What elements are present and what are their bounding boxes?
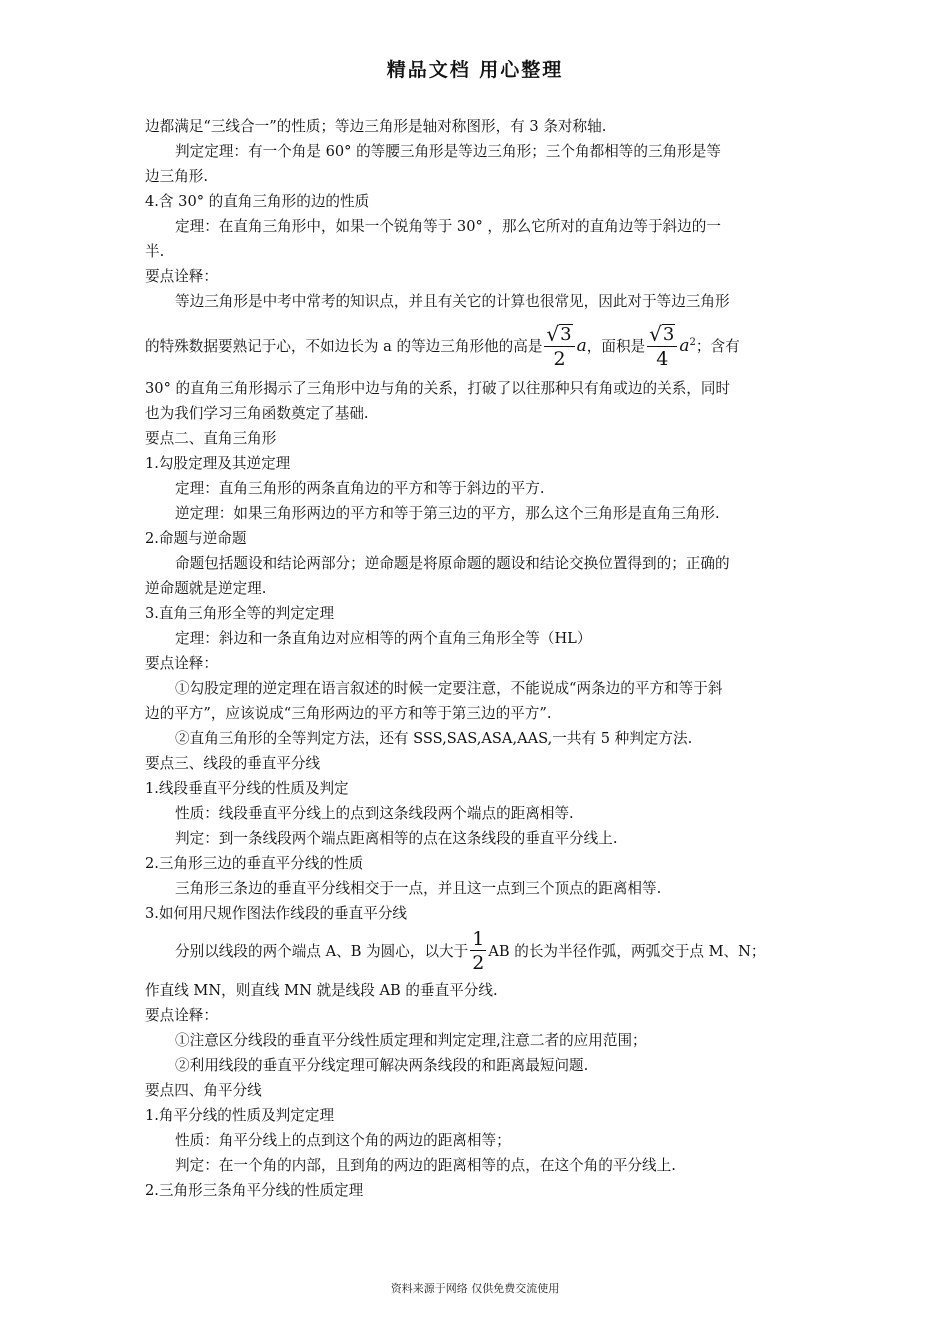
text-segment: ；含有 [695, 337, 740, 355]
text-line: 边三角形. [145, 168, 209, 185]
formula-line [145, 926, 810, 978]
text-segment: 分别以线段的两个端点 A、B 为圆心，以大于 [175, 942, 469, 960]
text-line: 判定定理：有一个角是 60° 的等腰三角形是等边三角形；三个角都相等的三角形是等 [175, 143, 721, 160]
denominator: 2 [553, 347, 566, 370]
exponent: 2 [689, 337, 696, 348]
page-header: 精品文档 用心整理 [386, 59, 564, 81]
text-segment: AB 的长为半径作弧，两弧交于点 M、N； [488, 942, 766, 960]
text-segment: 的特殊数据要熟记于心，不如边长为 a 的等边三角形他的高是 [145, 337, 543, 355]
variable: a [679, 335, 690, 356]
page-footer: 资料来源于网络 仅供免费交流使用 [390, 1282, 560, 1295]
section-heading: 要点四、角平分线 [145, 1081, 262, 1099]
text-line: ①勾股定理的逆定理在语言叙述的时候一定要注意，不能说成“两条边的平方和等于斜 [175, 679, 723, 697]
text-line: 逆命题就是逆定理. [145, 579, 267, 597]
denominator: 2 [472, 952, 485, 975]
text-segment: ，面积是 [586, 337, 646, 355]
text-line: 判定：到一条线段两个端点距离相等的点在这条线段的垂直平分线上. [175, 829, 618, 847]
height-fraction [544, 323, 574, 371]
note-heading: 要点诠释： [145, 1006, 218, 1024]
text-line: 定理：直角三角形的两条直角边的平方和等于斜边的平方. [175, 479, 545, 497]
numerator: 1 [472, 928, 485, 951]
text-line: 作直线 MN，则直线 MN 就是线段 AB 的垂直平分线. [145, 981, 498, 999]
text-line: 边都满足“三线合一”的性质；等边三角形是轴对称图形，有 3 条对称轴. [145, 118, 607, 135]
text-line: 逆定理：如果三角形两边的平方和等于第三边的平方，那么这个三角形是直角三角形. [175, 504, 720, 522]
text-line: 半. [145, 243, 165, 260]
text-line: 判定：在一个角的内部，且到角的两边的距离相等的点，在这个角的平分线上. [175, 1156, 676, 1174]
text-line: 三角形三条边的垂直平分线相交于一点，并且这一点到三个顶点的距离相等. [175, 879, 662, 897]
sqrt-symbol: √ [546, 321, 560, 346]
text-line: ②利用线段的垂直平分线定理可解决两条线段的和距离最短问题. [175, 1056, 589, 1074]
denominator: 4 [656, 347, 669, 370]
section-heading: 4.含 30° 的直角三角形的边的性质 [145, 193, 370, 210]
text-line: ①注意区分线段的垂直平分线性质定理和判定定理,注意二者的应用范围； [175, 1031, 647, 1049]
text-line: 性质：线段垂直平分线上的点到这条线段两个端点的距离相等. [175, 804, 574, 822]
note-heading: 要点诠释： [145, 268, 218, 285]
sqrt-symbol: √ [649, 321, 662, 346]
section-heading: 要点三、线段的垂直平分线 [145, 754, 321, 772]
radicand: 3 [560, 323, 572, 345]
formula-line [145, 314, 810, 376]
text-line: 定理：斜边和一条直角边对应相等的两个直角三角形全等（HL） [175, 629, 592, 647]
subsection-heading: 2.命题与逆命题 [145, 529, 247, 547]
radicand: 3 [662, 323, 675, 345]
subsection-heading: 1.线段垂直平分线的性质及判定 [145, 779, 349, 797]
text-line: 等边三角形是中考中常考的知识点，并且有关它的计算也很常见，因此对于等边三角形 [175, 293, 730, 310]
text-line: 边的平方”，应该说成“三角形两边的平方和等于第三边的平方”. [145, 704, 552, 722]
text-line: ②直角三角形的全等判定方法，还有 SSS,SAS,ASA,AAS,一共有 5 种判定方法. [175, 729, 693, 747]
subsection-heading: 2.三角形三边的垂直平分线的性质 [145, 854, 364, 872]
note-heading: 要点诠释： [145, 654, 218, 672]
subsection-heading: 2.三角形三条角平分线的性质定理 [145, 1181, 364, 1199]
text-line: 30° 的直角三角形揭示了三角形中边与角的关系，打破了以往那种只有角或边的关系，同时 [145, 379, 731, 397]
subsection-heading: 3.如何用尺规作图法作线段的垂直平分线 [145, 904, 408, 922]
text-line: 定理：在直角三角形中，如果一个锐角等于 30° ，那么它所对的直角边等于斜边的一 [175, 218, 721, 235]
subsection-heading: 1.勾股定理及其逆定理 [145, 454, 291, 472]
text-line: 命题包括题设和结论两部分；逆命题是将原命题的题设和结论交换位置得到的；正确的 [175, 554, 730, 572]
subsection-heading: 3.直角三角形全等的判定定理 [145, 604, 335, 622]
text-line: 性质：角平分线上的点到这个角的两边的距离相等； [175, 1131, 511, 1149]
section-heading: 要点二、直角三角形 [145, 429, 277, 447]
subsection-heading: 1.角平分线的性质及判定定理 [145, 1106, 335, 1124]
variable: a [576, 335, 587, 356]
text-line: 也为我们学习三角函数奠定了基础. [145, 404, 369, 422]
document-body [145, 114, 810, 1203]
area-fraction [647, 323, 677, 371]
half-fraction [470, 928, 486, 975]
